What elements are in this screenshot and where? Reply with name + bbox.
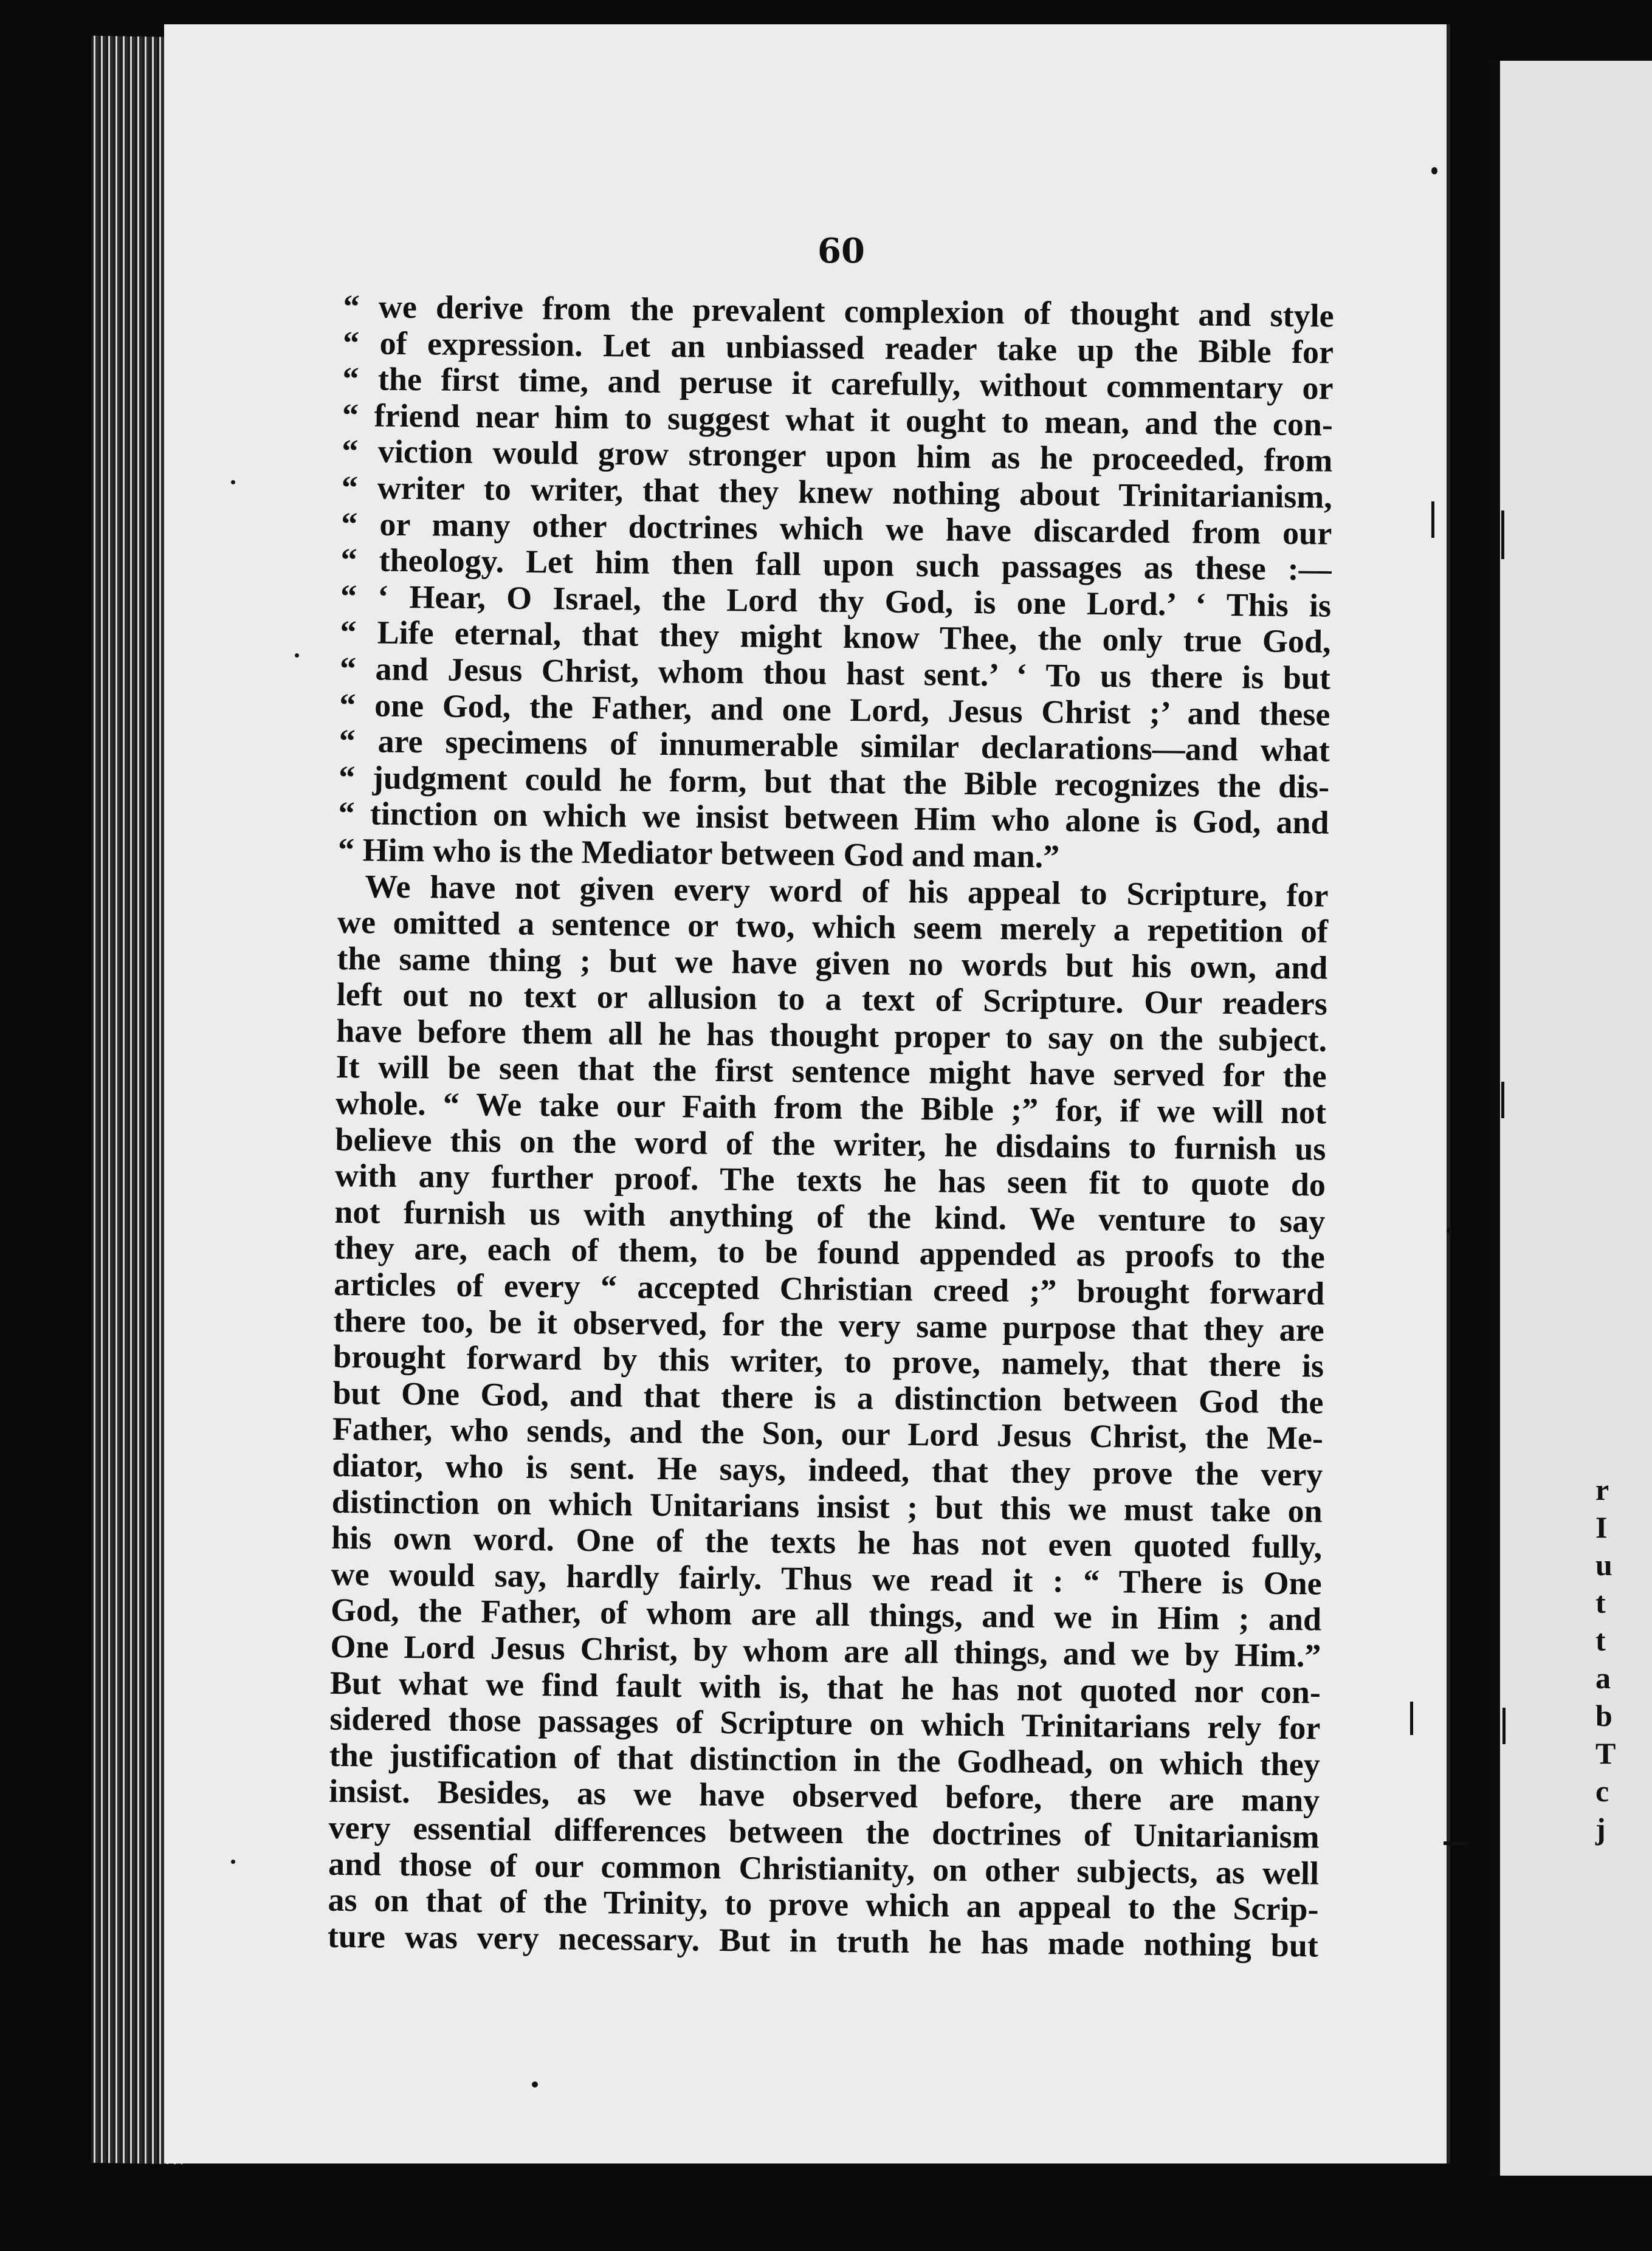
facing-page-edge [1489, 61, 1652, 2176]
text-line: “ Him who is the Mediator between God and man.” [337, 831, 1060, 875]
text-line: “ the first time, and peruse it carefully, without commentary or [342, 360, 1334, 407]
text-line: not furnish us with anything of the kind. We venture to say [334, 1193, 1326, 1240]
text-line: but One God, and that there is a distinction between God the [332, 1374, 1324, 1421]
facing-page-letter: t [1595, 1586, 1606, 1620]
text-line: God, the Father, of whom are all things, and we in Him ; and [330, 1592, 1322, 1638]
text-line: “ friend near him to suggest what it ought to mean, and the con- [342, 396, 1334, 443]
scan-speck [1431, 501, 1434, 538]
text-line: we omitted a sentence or two, which seem merely a repetition of [337, 904, 1329, 950]
text-line: Father, who sends, and the Son, our Lord Jesus Christ, the Me- [332, 1411, 1324, 1457]
text-line: “ or many other doctrines which we have discarded from our [341, 505, 1332, 552]
text-line: with any further proof. The texts he has seen fit to quote do [334, 1157, 1326, 1203]
text-line: “ Life eternal, that they might know Thee, the only true God, [340, 614, 1331, 660]
scan-speck [1447, 1228, 1452, 1233]
text-line: “ ‘ Hear, O Israel, the Lord thy God, is one Lord.’ ‘ This is [340, 577, 1332, 624]
text-line: have before them all he has thought proper to say on the subject. [336, 1012, 1327, 1059]
scan-speck [295, 653, 299, 658]
scan-speck [1431, 167, 1437, 174]
text-line: One Lord Jesus Christ, by whom are all things, and we by Him.” [330, 1627, 1321, 1674]
scan-speck [1502, 1708, 1506, 1744]
text-line: there too, be it observed, for the very same purpose that they are [333, 1302, 1324, 1349]
text-line: articles of every “ accepted Christian creed ;” brought forward [333, 1265, 1325, 1312]
text-line: we would say, hardly fairly. Thus we read it : “ There is One [331, 1555, 1322, 1602]
text-line: sidered those passages of Scripture on which Trinitarians rely for [329, 1700, 1321, 1747]
facing-page-letters [1595, 1471, 1614, 1847]
facing-page-letter: c [1595, 1774, 1609, 1808]
text-line: “ viction would grow stronger upon him as he proceeded, from [342, 433, 1333, 479]
text-line: distinction on which Unitarians insist ; but this we must take on [331, 1483, 1323, 1530]
facing-page-letter: r [1595, 1473, 1609, 1507]
scan-speck [1410, 1702, 1413, 1735]
text-line: brought forward by this writer, to prove, namely, that there is [332, 1338, 1324, 1384]
scan-speck [231, 1860, 235, 1864]
scan-speck [532, 2081, 538, 2088]
text-line: “ we derive from the prevalent complexion of thought and style [343, 288, 1334, 334]
text-line: and those of our common Christianity, on other subjects, as well [328, 1845, 1320, 1892]
text-line: insist. Besides, as we have observed before, there are many [328, 1773, 1320, 1819]
facing-page-letter: j [1595, 1812, 1606, 1846]
facing-page-letter: t [1595, 1623, 1606, 1657]
scan-speck [1444, 1841, 1468, 1845]
facing-page-letter: a [1595, 1661, 1611, 1695]
text-line: “ and Jesus Christ, whom thou hast sent.’ ‘ To us there is but [339, 650, 1331, 696]
text-line: whole. “ We take our Faith from the Bible ;” for, if we will not [335, 1085, 1327, 1131]
text-line: left out no text or allusion to a text of Scripture. Our readers [336, 976, 1328, 1022]
text-line: the justification of that distinction in the Godhead, on which they [329, 1736, 1321, 1783]
facing-page-letter: b [1595, 1699, 1612, 1733]
text-line: It will be seen that the first sentence might have served for the [336, 1048, 1327, 1095]
text-line: “ writer to writer, that they knew nothing about Trinitarianism, [341, 469, 1333, 515]
facing-page-letter: T [1595, 1736, 1616, 1770]
facing-page-letter: I [1595, 1510, 1608, 1544]
text-line: believe this on the word of the writer, he disdains to furnish us [335, 1121, 1326, 1167]
text-line: “ of expression. Let an unbiassed reader take up the Bible for [342, 324, 1334, 371]
scan-speck [231, 480, 235, 484]
text-line: “ tinction on which we insist between Him who alone is God, and [338, 795, 1329, 841]
text-line: “ are specimens of innumerable similar declarations—and what [339, 723, 1330, 769]
scan-speck [1501, 510, 1504, 559]
scan-speck [1501, 1082, 1504, 1118]
text-line: “ judgment could he form, but that the Bible recognizes the dis- [338, 758, 1330, 805]
text-line: they are, each of them, to be found appended as proofs to the [334, 1229, 1326, 1276]
text-line: as on that of the Trinity, to prove which an appeal to the Scrip- [328, 1882, 1319, 1928]
text-line: diator, who is sent. He says, indeed, that they prove the very [332, 1446, 1323, 1493]
text-line: the same thing ; but we have given no words but his own, and [337, 940, 1328, 986]
text-line: his own word. One of the texts he has not even quoted fully, [331, 1519, 1323, 1565]
text-line: very essential differences between the doctrines of Unitarianism [328, 1809, 1320, 1855]
text-line: We have not given every word of his appeal to Scripture, for [365, 867, 1329, 914]
text-line: But what we find fault with is, that he has not quoted nor con- [329, 1664, 1321, 1711]
page-number: 60 [817, 231, 865, 271]
text-line: “ theology. Let him then fall upon such passages as these :— [340, 541, 1332, 588]
text-line: “ one God, the Father, and one Lord, Jesus Christ ;’ and these [339, 686, 1330, 733]
body-text [328, 289, 1334, 1964]
text-line: ture was very necessary. But in truth he has made nothing but [327, 1917, 1319, 1964]
facing-page-letter: u [1595, 1548, 1612, 1582]
